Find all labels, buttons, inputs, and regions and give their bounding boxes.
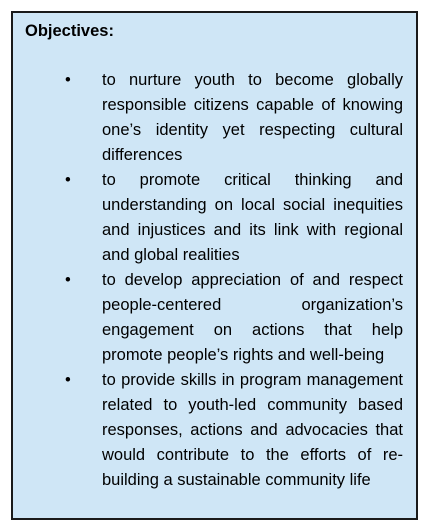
- objective-item: [13, 268, 416, 368]
- objective-text: to nurture youth to become globally responsible citizens capable of knowing one’s identity yet respecting cultural differences: [102, 71, 403, 164]
- objective-text: to provide skills in program management related to youth-led community based responses, actions and advocacies that would contribute to the efforts of re-building a sustainable community life: [102, 371, 403, 489]
- objective-item: [13, 68, 416, 168]
- objective-item: [13, 368, 416, 493]
- objective-text: to promote critical thinking and understanding on local social inequities and injustices and its link with regional and global realities: [102, 171, 403, 264]
- objectives-list: [13, 68, 416, 493]
- bullet-icon: •: [65, 71, 71, 89]
- bullet-icon: •: [65, 271, 71, 289]
- objectives-heading: Objectives:: [25, 22, 114, 40]
- objective-text: to develop appreciation of and respect people-centered organization’s engagement on actions that help promote people’s rights and well-being: [102, 271, 403, 364]
- bullet-icon: •: [65, 371, 71, 389]
- objectives-box: [11, 11, 418, 520]
- objective-item: [13, 168, 416, 268]
- bullet-icon: •: [65, 171, 71, 189]
